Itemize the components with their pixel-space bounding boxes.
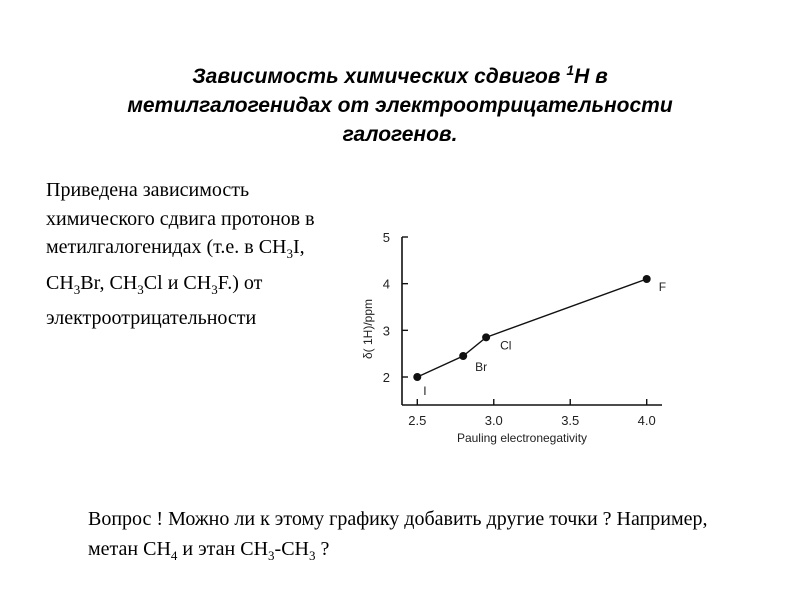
formula-ch3i xyxy=(258,236,305,261)
y-tick-label: 4 xyxy=(382,276,390,292)
question-subscript: 3 xyxy=(308,548,316,563)
point-label: I xyxy=(423,384,427,398)
formula-subscript: 3 xyxy=(211,281,218,297)
y-tick-label: 2 xyxy=(382,370,390,385)
formula-text: I, xyxy=(292,236,305,258)
data-line xyxy=(417,279,646,377)
formula-subscript: 3 xyxy=(137,281,144,297)
description-part: Приведена зависимость химического сдвига протонов в метилгалогенидах (т.е. в xyxy=(46,179,315,258)
formula-text: CH xyxy=(183,271,212,294)
x-tick-label: 4.0 xyxy=(637,413,656,428)
formula-text: CH xyxy=(109,271,138,294)
formula-ch3cl xyxy=(109,271,184,297)
formula-text: Cl и xyxy=(143,271,184,294)
formula-text: F.) от электроотрицательности xyxy=(46,271,263,329)
question-subscript: 3 xyxy=(268,548,275,563)
description-text xyxy=(46,176,346,333)
point-label: F xyxy=(658,280,667,294)
y-tick-label: 3 xyxy=(382,323,390,339)
point-label: Br xyxy=(475,360,488,374)
question-subscript: 4 xyxy=(170,548,178,563)
y-axis-label: δ( 1H)/ppm xyxy=(361,298,375,360)
data-point xyxy=(459,352,467,360)
data-point xyxy=(413,373,421,381)
question-text xyxy=(88,504,728,571)
title-superscript: 1 xyxy=(566,62,575,78)
point-label: Cl xyxy=(500,338,512,353)
formula-text: Br, xyxy=(80,271,110,294)
title-part2: Н в метилгалогенидах от электроотрицательности галогенов. xyxy=(127,65,673,146)
data-point xyxy=(482,333,490,341)
x-axis-label: Pauling electronegativity xyxy=(456,431,588,445)
x-tick-label: 3.5 xyxy=(561,413,580,428)
x-tick-label: 3.0 xyxy=(484,413,503,428)
y-tick-label: 5 xyxy=(382,230,390,245)
formula-text: CH xyxy=(258,236,287,258)
question-part: ? xyxy=(315,538,330,560)
chemical-shift-chart xyxy=(352,225,682,447)
formula-subscript: 3 xyxy=(73,281,81,297)
formula-subscript: 3 xyxy=(286,246,293,261)
slide-title xyxy=(100,56,700,149)
question-part: Вопрос ! Можно ли к этому графику добавить другие точки ? Например, метан CH xyxy=(88,508,708,560)
formula-text: CH xyxy=(46,271,74,294)
data-point xyxy=(643,275,651,283)
question-part: и этан CH xyxy=(177,538,269,560)
question-part: -CH xyxy=(274,538,309,560)
formula-ch3br xyxy=(46,271,110,297)
title-part1: Зависимость химических сдвигов xyxy=(192,65,567,88)
x-tick-label: 2.5 xyxy=(408,413,427,428)
